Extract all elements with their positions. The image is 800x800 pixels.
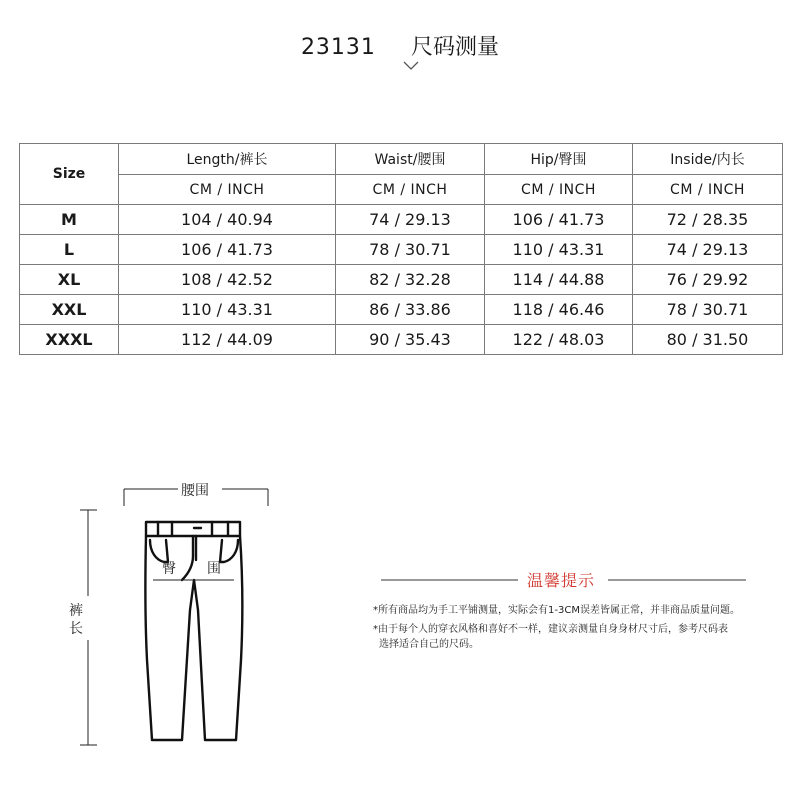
size-cell: M	[20, 205, 119, 235]
table-cell: 118 / 46.46	[485, 295, 633, 325]
table-cell: 78 / 30.71	[633, 295, 783, 325]
unit-header: CM / INCH	[119, 175, 336, 205]
table-cell: 90 / 35.43	[336, 325, 485, 355]
unit-header: CM / INCH	[336, 175, 485, 205]
table-cell: 106 / 41.73	[485, 205, 633, 235]
size-cell: XXXL	[20, 325, 119, 355]
table-cell: 76 / 29.92	[633, 265, 783, 295]
tip-line: *由于每个人的穿衣风格和喜好不一样，建议亲测量自身身材尺寸后，参考尺码表	[373, 624, 728, 635]
size-header: Size	[20, 144, 119, 205]
size-cell: XL	[20, 265, 119, 295]
column-header-inside: Inside/内长	[633, 144, 783, 175]
product-code: 23131	[300, 35, 376, 60]
table-cell: 78 / 30.71	[336, 235, 485, 265]
hip-label: 臀	[162, 561, 176, 577]
table-cell: 110 / 43.31	[485, 235, 633, 265]
column-header-waist: Waist/腰围	[336, 144, 485, 175]
waist-label: 腰围	[181, 483, 209, 499]
page-title: 尺码测量	[411, 35, 500, 60]
tip-line: 选择适合自己的尺码。	[379, 639, 479, 650]
tips-title: 温馨提示	[527, 571, 596, 590]
tip-line: *所有商品均为手工平铺测量，实际会有1-3CM误差皆属正常，并非商品质量问题。	[373, 605, 740, 616]
column-header-length: Length/裤长	[119, 144, 336, 175]
unit-header: CM / INCH	[633, 175, 783, 205]
table-cell: 74 / 29.13	[336, 205, 485, 235]
table-cell: 106 / 41.73	[119, 235, 336, 265]
table-cell: 110 / 43.31	[119, 295, 336, 325]
table-cell: 72 / 28.35	[633, 205, 783, 235]
table-cell: 114 / 44.88	[485, 265, 633, 295]
table-cell: 122 / 48.03	[485, 325, 633, 355]
table-cell: 80 / 31.50	[633, 325, 783, 355]
column-header-hip: Hip/臀围	[485, 144, 633, 175]
hip-label: 围	[207, 561, 221, 577]
table-cell: 104 / 40.94	[119, 205, 336, 235]
pants-icon	[145, 522, 242, 740]
length-label: 裤	[69, 603, 83, 619]
unit-header: CM / INCH	[485, 175, 633, 205]
length-label: 长	[69, 621, 83, 637]
table-cell: 108 / 42.52	[119, 265, 336, 295]
size-cell: XXL	[20, 295, 119, 325]
table-cell: 82 / 32.28	[336, 265, 485, 295]
table-cell: 86 / 33.86	[336, 295, 485, 325]
size-cell: L	[20, 235, 119, 265]
table-cell: 112 / 44.09	[119, 325, 336, 355]
table-cell: 74 / 29.13	[633, 235, 783, 265]
